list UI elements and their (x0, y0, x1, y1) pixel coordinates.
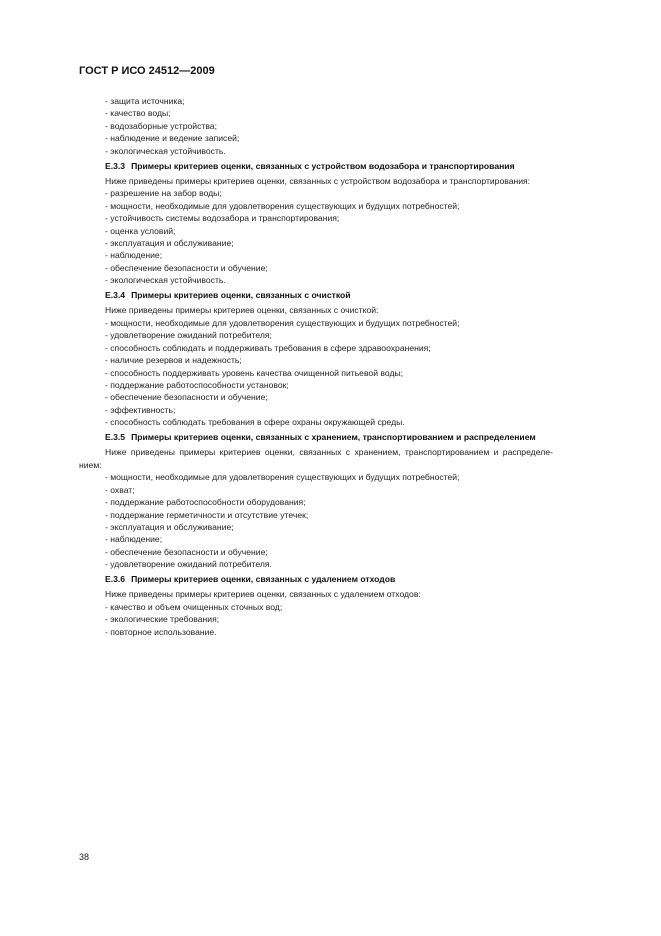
list-item: - оценка условий; (105, 225, 176, 236)
list-item: - эффективность; (105, 404, 176, 415)
list-item: - повторное использование. (105, 626, 217, 637)
document-header: ГОСТ Р ИСО 24512—2009 (79, 65, 215, 77)
list-item: - наблюдение; (105, 250, 163, 261)
section-intro: Ниже приведены примеры критериев оценки, связанных с хранением, транспортированием и распределе- нием: (79, 447, 553, 470)
list-item: - охват; (105, 484, 135, 495)
list-item: - экологическая устойчивость. (105, 145, 226, 156)
list-item: - мощности, необходимые для удовлетворения существующих и будущих потребностей; (105, 472, 460, 483)
section-title: Примеры критериев оценки, связанных с устройством водозабора и транспортирования (131, 160, 515, 171)
section-heading (79, 289, 599, 301)
list-item: - поддержание герметичности и отсутствие утечек; (105, 509, 309, 520)
list-item: - наблюдение и ведение записей; (105, 133, 240, 144)
list-item: - разрешение на забор воды; (105, 188, 222, 199)
list-item: - мощности, необходимые для удовлетворения существующих и будущих потребностей; (105, 317, 460, 328)
list-item: - водозаборные устройства; (105, 120, 217, 131)
section-heading (79, 431, 599, 443)
list-item: - обеспечение безопасности и обучение; (105, 546, 268, 557)
section-title: Примеры критериев оценки, связанных с хранением, транспортированием и распределением (131, 432, 536, 443)
list-item: - экологическая устойчивость. (105, 275, 226, 286)
list-item: - обеспечение безопасности и обучение; (105, 392, 268, 403)
list-item: - качество и объем очищенных сточных вод; (105, 601, 283, 612)
list-item: - экологические требования; (105, 614, 220, 625)
list-item: - наличие резервов и надежность; (105, 355, 242, 366)
section-intro: Ниже приведены примеры критериев оценки, связанных с устройством водозабора и транспортирования: (105, 175, 531, 186)
section-title: Примеры критериев оценки, связанных с очисткой (131, 290, 351, 301)
section-intro: Ниже приведены примеры критериев оценки, связанных с очисткой: (105, 305, 379, 316)
list-item: - эксплуатация и обслуживание; (105, 521, 234, 532)
list-item: - обеспечение безопасности и обучение; (105, 262, 268, 273)
section-number: Е.3.6 (105, 574, 126, 585)
section-number: Е.3.3 (105, 160, 126, 171)
list-item: - способность поддерживать уровень качества очищенной питьевой воды; (105, 367, 404, 378)
list-item: - защита источника; (105, 96, 185, 106)
section-title: Примеры критериев оценки, связанных с удалением отходов (131, 574, 396, 585)
section-heading (79, 160, 599, 172)
document-body (79, 95, 599, 638)
section-heading (79, 573, 599, 585)
list-item: - способность соблюдать и поддерживать требования в сфере здравоохранения; (105, 342, 431, 353)
list-item: - устойчивость системы водозабора и транспортирования; (105, 213, 340, 224)
list-item: - качество воды; (105, 108, 171, 119)
list-item: - способность соблюдать требования в сфере охраны окружающей среды. (105, 417, 405, 428)
section-number: Е.3.5 (105, 432, 126, 443)
list-item: - поддержание работоспособности оборудования; (105, 497, 306, 508)
page-number: 38 (79, 852, 90, 862)
list-item: - мощности, необходимые для удовлетворения существующих и будущих потребностей; (105, 200, 460, 211)
section-intro: Ниже приведены примеры критериев оценки, связанных с удалением отходов: (105, 589, 421, 600)
section-number: Е.3.4 (105, 290, 126, 301)
list-item: - удовлетворение ожиданий потребителя. (105, 559, 272, 570)
list-item: - наблюдение; (105, 534, 163, 545)
list-item: - поддержание работоспособности установок; (105, 379, 289, 390)
list-item: - эксплуатация и обслуживание; (105, 237, 234, 248)
list-item: - удовлетворение ожиданий потребителя; (105, 330, 272, 341)
